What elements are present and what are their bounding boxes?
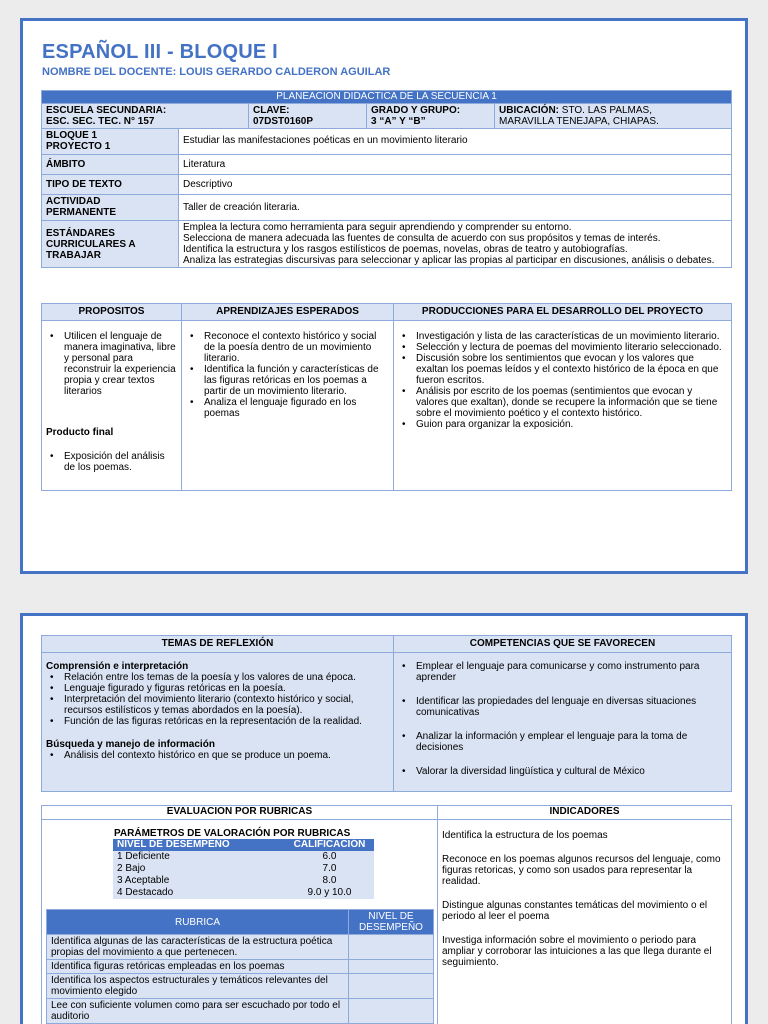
competencias-cell [394, 653, 732, 792]
proyecto-table [41, 303, 732, 491]
page-2 [20, 613, 748, 1024]
rubrica-nivel-cell-1[interactable] [349, 935, 434, 960]
estandares-label-2: CURRICULARES A [46, 238, 136, 250]
list-item: • Identificar las propiedades del lenguaje en diversas situaciones comunicativas [398, 696, 727, 718]
estandares-label [42, 221, 179, 268]
list-item: • Análisis por escrito de los poemas (sentimientos que evocan y valores que exaltan), donde se recupere la información que se tiene sobre el movimiento poético y el contexto histórico. [398, 386, 727, 419]
list-item: • Función de las figuras retóricas en la representación de la realidad. [46, 716, 389, 727]
estandar-2: Selecciona de manera adecuada las fuentes de consulta de acuerdo con sus propósitos y temas de interés. [183, 233, 661, 244]
rubrica-row-2: Identifica figuras retóricas empleadas en los poemas [47, 960, 349, 974]
evaluacion-table [41, 805, 732, 1024]
nivel-4: 4 Destacado [113, 887, 285, 899]
bloque-value-text: Estudiar las manifestaciones poéticas en un movimiento literario [183, 135, 468, 146]
bloque-label-2: PROYECTO 1 [46, 141, 111, 152]
estandares-label-3: TRABAJAR [46, 249, 101, 261]
actividad-label-2: PERMANENTE [46, 207, 117, 218]
ambito-value: Literatura [179, 155, 732, 175]
list-item: • Selección y lectura de poemas del movimiento literario seleccionado. [398, 342, 727, 353]
temas-head: TEMAS DE REFLEXIÓN [42, 636, 394, 653]
rubrica-row-3: Identifica los aspectos estructurales y temáticos relevantes del movimiento elegido [47, 974, 349, 999]
bloque-label-1: BLOQUE 1 [46, 130, 98, 141]
estandar-4: Analiza las estrategias discursivas para seleccionar y aplicar las propias al participar en discusiones, análisis o debates. [183, 255, 715, 266]
propositos-cell [42, 321, 182, 491]
bloque-label [42, 129, 179, 155]
calif-4: 9.0 y 10.0 [285, 887, 374, 899]
estandar-1: Emplea la lectura como herramienta para seguir aprendiendo y comprender su entorno. [183, 222, 572, 233]
ubicacion-value: STO. LAS PALMAS, [561, 105, 653, 116]
indicador-1: Identifica la estructura de los poemas [442, 830, 608, 841]
escuela-cell [42, 104, 249, 129]
list-item: • Valorar la diversidad lingüística y cultural de México [398, 766, 727, 777]
aprendizajes-cell [182, 321, 394, 491]
temas-sub-1: Comprensión e interpretación [46, 661, 189, 672]
indicador-4: Investiga información sobre el movimiento o periodo para ampliar y corroborar las intuiciones a las que llega durante el seguimiento. [442, 935, 712, 968]
actividad-value: Taller de creación literaria. [179, 195, 732, 221]
nivel-1: 1 Deficiente [113, 851, 285, 863]
ubicacion-value-2: MARAVILLA TENEJAPA, CHIAPAS. [499, 116, 659, 127]
calif-3: 8.0 [285, 875, 374, 887]
escuela-value: ESC. SEC. TEC. N° 157 [46, 116, 155, 127]
indicador-2: Reconoce en los poemas algunos recursos del lenguaje, como figuras retoricas, y como son usados para representar la realidad. [442, 854, 721, 887]
list-item: • Identifica la función y características de las figuras retóricas en los poemas a partir de un movimiento literario. [186, 364, 389, 397]
list-item: • Lenguaje figurado y figuras retóricas en la poesía. [46, 683, 389, 694]
ubicacion-label: UBICACIÓN: [499, 105, 559, 116]
nivel-3: 3 Aceptable [113, 875, 285, 887]
aprendizajes-list [186, 331, 389, 419]
ubicacion-cell [495, 104, 732, 129]
list-item: • Utilicen el lenguaje de manera imaginativa, libre y personal para reconstruir la experiencia propia y crear textos literarios [46, 331, 177, 397]
indicador-3: Distingue algunas constantes temáticas del movimiento o el periodo al leer el poema [442, 900, 708, 922]
temas-cell [42, 653, 394, 792]
list-item: • Análisis del contexto histórico en que se produce un poema. [46, 750, 389, 761]
evaluacion-cell [42, 820, 438, 1024]
list-item: • Guion para organizar la exposición. [398, 419, 727, 430]
clave-label: CLAVE: [253, 105, 290, 116]
indicadores-head: INDICADORES [438, 806, 732, 820]
planeacion-band: PLANEACION DIDACTICA DE LA SECUENCIA 1 [42, 91, 732, 104]
list-item: • Discusión sobre los sentimientos que evocan y los valores que exaltan los poemas leídos y el contexto histórico de la época en que fueron escritos. [398, 353, 727, 386]
indicadores-cell [438, 820, 732, 1024]
producciones-list [398, 331, 727, 430]
rubrica-table [46, 909, 434, 1024]
estandares-value [179, 221, 732, 268]
list-item: • Investigación y lista de las características de un movimiento literario. [398, 331, 727, 342]
tipo-texto-label: TIPO DE TEXTO [42, 175, 179, 195]
page-1 [20, 18, 748, 574]
aprendizajes-head: APRENDIZAJES ESPERADOS [182, 304, 394, 321]
list-item: • Analiza el lenguaje figurado en los poemas [186, 397, 389, 419]
ambito-label: ÁMBITO [42, 155, 179, 175]
list-item: • Emplear el lenguaje para comunicarse y como instrumento para aprender [398, 661, 727, 683]
temas-list-1 [46, 672, 389, 727]
rubrica-nivel-head: NIVEL DE DESEMPEÑO [349, 910, 434, 935]
planeacion-table [41, 90, 732, 268]
nivel-head: NIVEL DE DESEMPEÑO [113, 839, 285, 851]
grado-label: GRADO Y GRUPO: [371, 105, 461, 116]
evaluacion-head: EVALUACION POR RUBRICAS [42, 806, 438, 820]
calif-1: 6.0 [285, 851, 374, 863]
grado-value: 3 “A” Y “B” [371, 116, 426, 127]
tipo-texto-value: Descriptivo [179, 175, 732, 195]
calif-2: 7.0 [285, 863, 374, 875]
clave-cell [249, 104, 367, 129]
calificacion-head: CALIFICACIÓN [285, 839, 374, 851]
teacher-name: NOMBRE DEL DOCENTE: LOUIS GERARDO CALDERON AGUILAR [42, 66, 391, 78]
competencias-list [398, 661, 727, 777]
estandar-3: Identifica la estructura y los rasgos estilísticos de poemas, novelas, obras de teatro y autobiografías. [183, 244, 628, 255]
producto-final-label: Producto final [46, 427, 114, 438]
rubrica-nivel-cell-3[interactable] [349, 974, 434, 999]
bloque-value [179, 129, 732, 155]
list-item: • Analizar la información y emplear el lenguaje para la toma de decisiones [398, 731, 727, 753]
rubrica-row-4: Lee con suficiente volumen como para ser escuchado por todo el auditorio [47, 999, 349, 1024]
producto-list [46, 451, 177, 473]
temas-list-2 [46, 750, 389, 761]
actividad-label-1: ACTIVIDAD [46, 196, 101, 207]
propositos-list [46, 331, 177, 397]
temas-competencias-table [41, 635, 732, 792]
producciones-cell [394, 321, 732, 491]
temas-sub-2: Búsqueda y manejo de información [46, 739, 215, 750]
rubrica-head: RUBRICA [47, 910, 349, 935]
rubrica-row-1: Identifica algunas de las características de la estructura poética propias del movimiento a que pertenecen. [47, 935, 349, 960]
actividad-label [42, 195, 179, 221]
document-title: ESPAÑOL III - BLOQUE I [42, 41, 278, 63]
list-item: • Relación entre los temas de la poesía y los valores de una época. [46, 672, 389, 683]
list-item: • Interpretación del movimiento literario (contexto histórico y social, recursos estilísticos y temas abordados en la poesía). [46, 694, 389, 716]
propositos-head: PROPOSITOS [42, 304, 182, 321]
list-item: • Reconoce el contexto histórico y social de la poesía dentro de un movimiento literario. [186, 331, 389, 364]
competencias-head: COMPETENCIAS QUE SE FAVORECEN [394, 636, 732, 653]
parametros-title: PARÁMETROS DE VALORACIÓN POR RUBRICAS [114, 828, 351, 839]
estandares-label-1: ESTÁNDARES [46, 227, 115, 239]
parametros-table [113, 839, 374, 899]
list-item: • Exposición del análisis de los poemas. [46, 451, 177, 473]
rubrica-nivel-cell-4[interactable] [349, 999, 434, 1024]
producciones-head: PRODUCCIONES PARA EL DESARROLLO DEL PROYECTO [394, 304, 732, 321]
rubrica-nivel-cell-2[interactable] [349, 960, 434, 974]
grado-cell [367, 104, 495, 129]
escuela-label: ESCUELA SECUNDARIA: [46, 105, 167, 116]
nivel-2: 2 Bajo [113, 863, 285, 875]
clave-value: 07DST0160P [253, 116, 314, 127]
